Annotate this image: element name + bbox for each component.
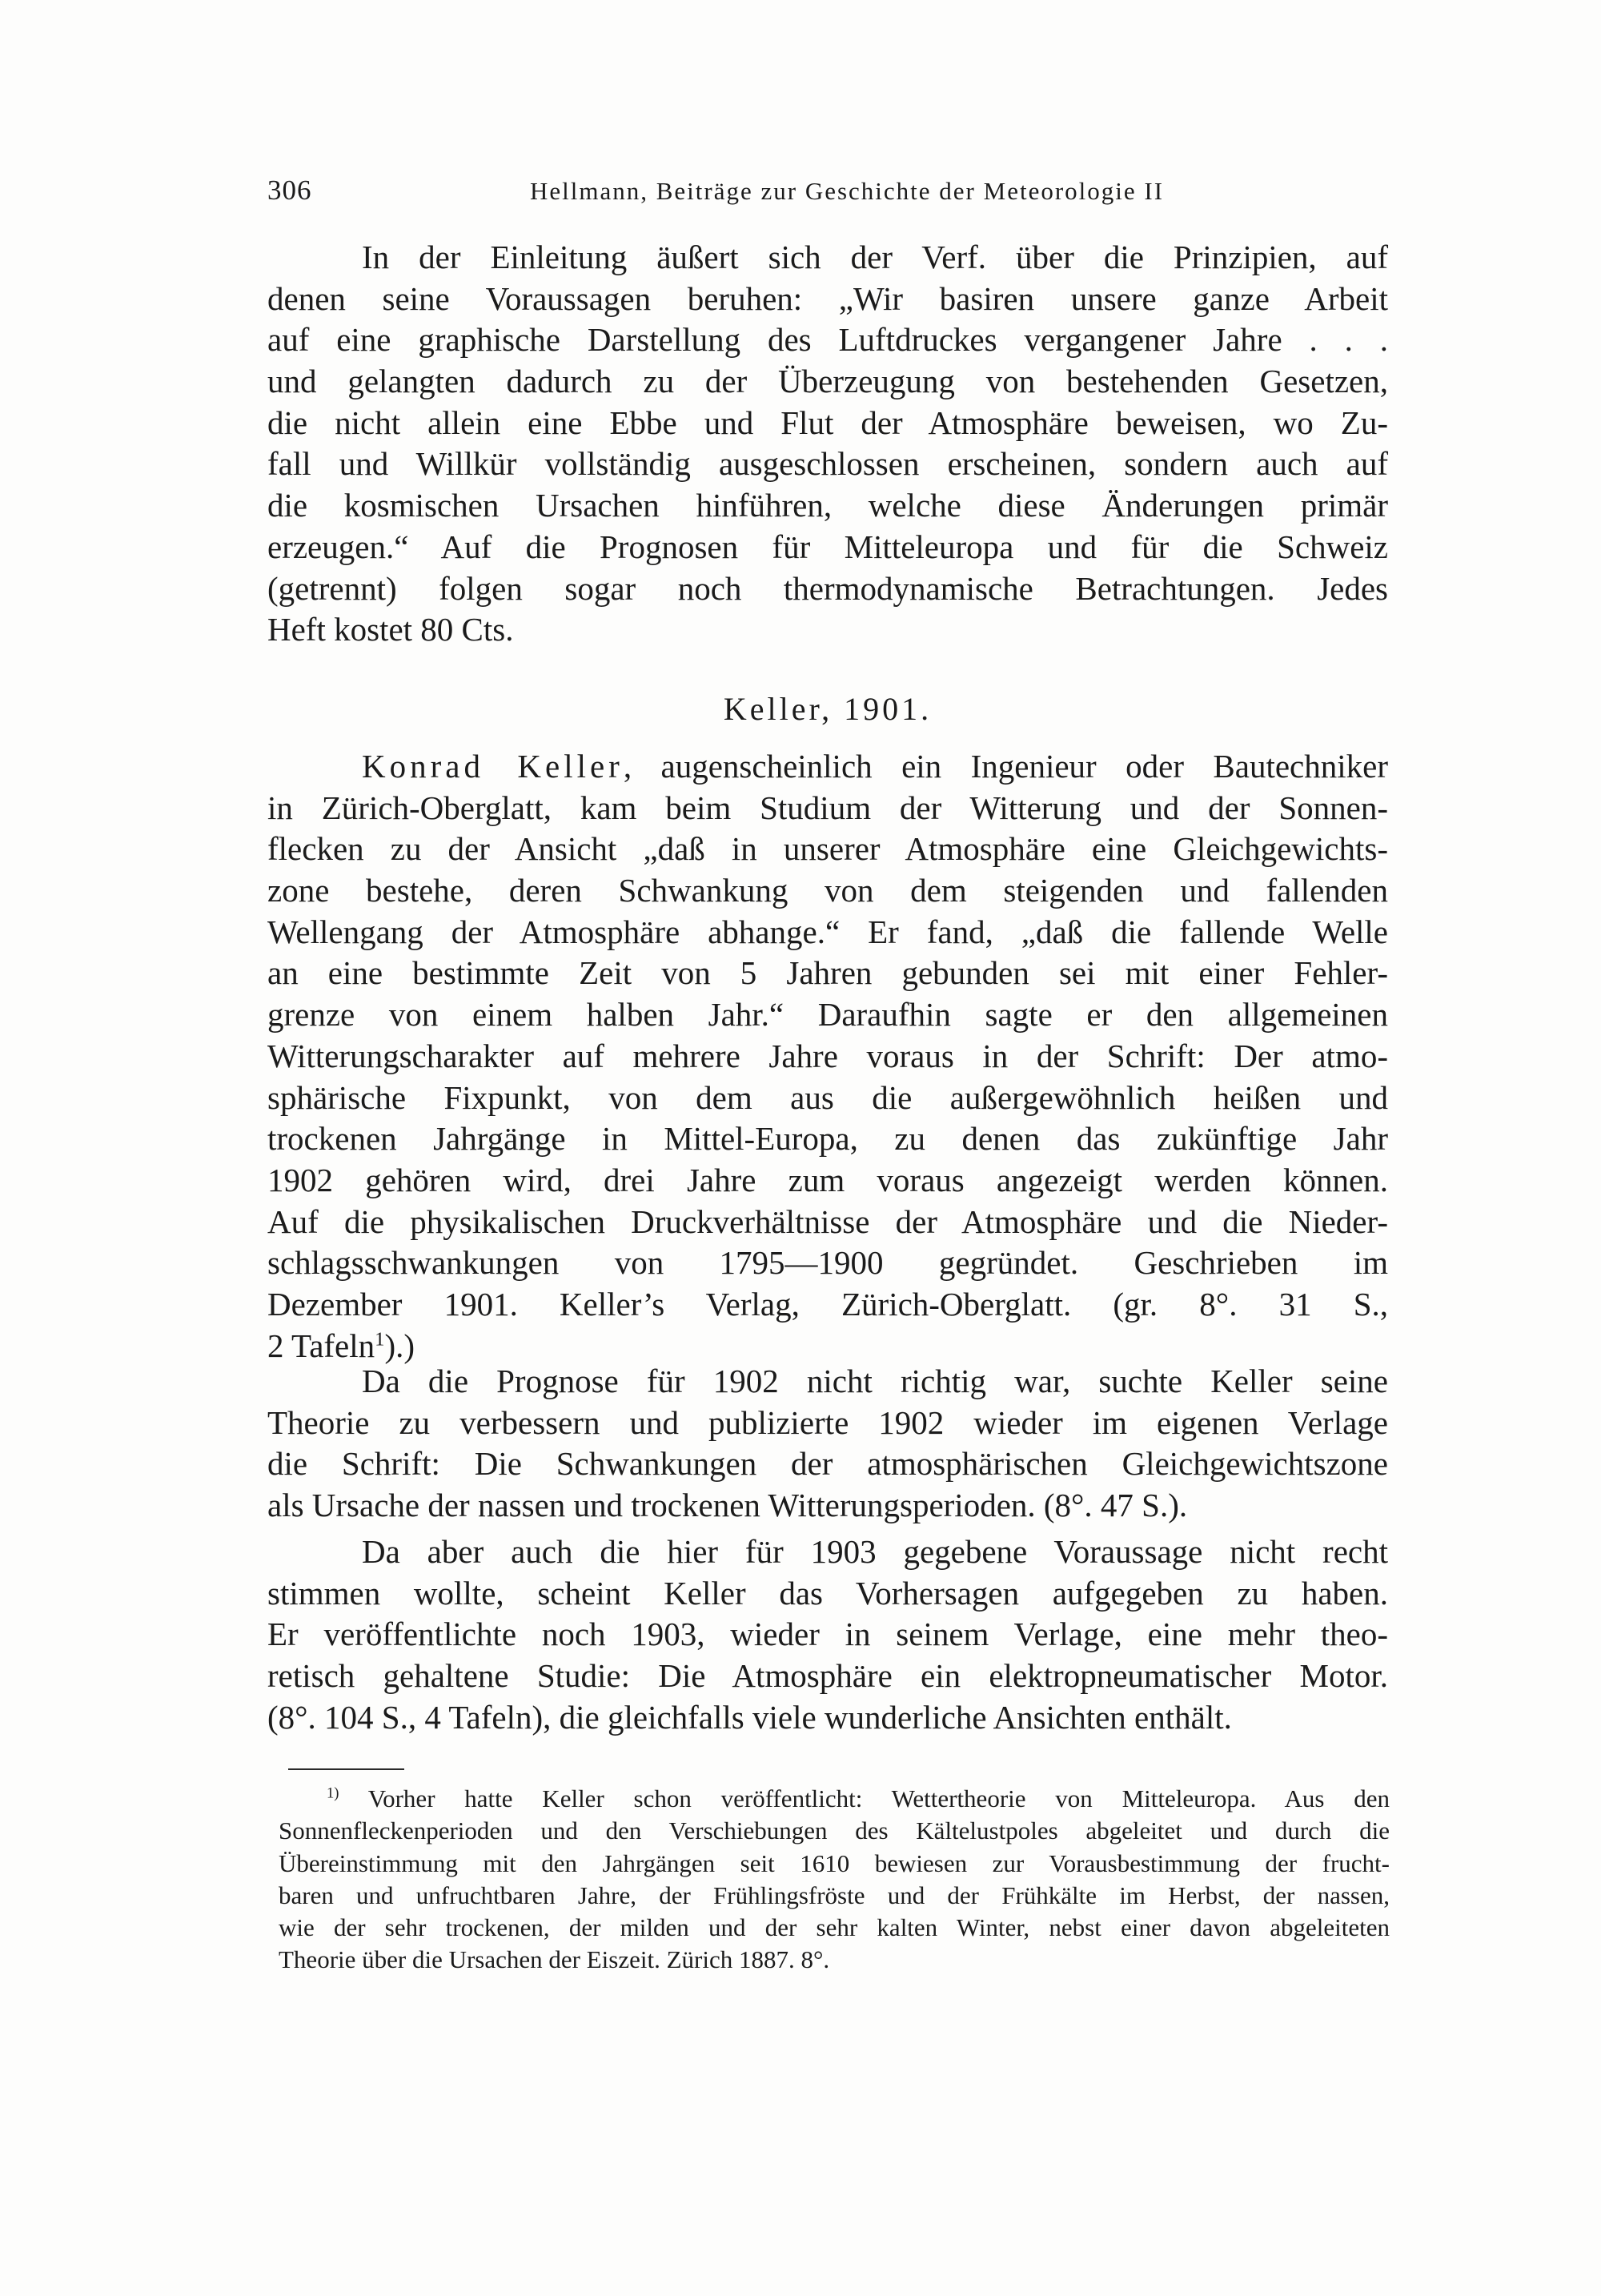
text-line: denen seine Voraussagen beruhen: „Wir basiren unsere ganze Arbeit	[267, 279, 1388, 317]
text-line: Dezember 1901. Keller’s Verlag, Zürich-Oberglatt. (gr. 8°. 31 S.,	[267, 1285, 1388, 1323]
text-line: Da aber auch die hier für 1903 gegebene Voraussage nicht recht	[362, 1533, 1388, 1570]
text-line: Witterungscharakter auf mehrere Jahre voraus in der Schrift: Der atmo-	[267, 1037, 1388, 1074]
text-line: in Zürich-Oberglatt, kam beim Studium der Witterung und der Sonnen-	[267, 789, 1388, 826]
page-number: 306	[267, 175, 312, 206]
text-line: zone bestehe, deren Schwankung von dem steigenden und fallenden	[267, 872, 1388, 909]
text-line: und gelangten dadurch zu der Überzeugung von bestehenden Gesetzen,	[267, 363, 1388, 400]
text-line: an eine bestimmte Zeit von 5 Jahren gebunden sei mit einer Fehler-	[267, 954, 1388, 992]
section-heading: Keller, 1901.	[723, 691, 933, 727]
footnote-divider	[288, 1768, 404, 1770]
footnote-line: Theorie über die Ursachen der Eiszeit. Zürich 1887. 8°.	[279, 1945, 830, 1974]
text-fragment: 2 Tafeln	[267, 1327, 375, 1364]
text-line: grenze von einem halben Jahr.“ Daraufhin sagte er den allgemeinen	[267, 996, 1388, 1034]
text-fragment: , augenscheinlich ein Ingenieur oder Bautechniker	[623, 748, 1388, 785]
text-line: sphärische Fixpunkt, von dem aus die außergewöhnlich heißen und	[267, 1078, 1388, 1116]
text-line: 1902 gehören wird, drei Jahre zum voraus angezeigt werden können.	[267, 1161, 1388, 1198]
footnote-line	[279, 1783, 1390, 1815]
text-line: In der Einleitung äußert sich der Verf. über die Prinzipien, auf	[362, 239, 1388, 275]
text-line: Wellengang der Atmosphäre abhange.“ Er fand, „daß die fallende Welle	[267, 913, 1388, 950]
text-line: trockenen Jahrgänge in Mittel-Europa, zu denen das zukünftige Jahr	[267, 1120, 1388, 1158]
text-line: Theorie zu verbessern und publizierte 1902 wieder im eigenen Verlage	[267, 1403, 1388, 1441]
paragraph-prognosis-1902	[267, 1361, 1388, 1527]
paragraph-prognosis-1903	[267, 1531, 1388, 1738]
text-line	[267, 746, 1388, 788]
text-line: die nicht allein eine Ebbe und Flut der Atmosphäre beweisen, wo Zu-	[267, 403, 1388, 441]
text-line: die Schrift: Die Schwankungen der atmosphärischen Gleichgewichtszone	[267, 1445, 1388, 1483]
text-line: retisch gehaltene Studie: Die Atmosphäre ein elektropneumatischer Motor.	[267, 1657, 1388, 1695]
text-line: die kosmischen Ursachen hinführen, welche diese Änderungen primär	[267, 487, 1388, 524]
text-fragment: ).)	[384, 1327, 415, 1364]
text-line: fall und Willkür vollständig ausgeschlossen erscheinen, sondern auch auf	[267, 445, 1388, 483]
text-line: Da die Prognose für 1902 nicht richtig war, suchte Keller seine	[362, 1363, 1388, 1399]
footnote	[279, 1783, 1390, 1977]
text-line: stimmen wollte, scheint Keller das Vorhersagen aufgegeben zu haben.	[267, 1574, 1388, 1612]
footnote-reference: 1	[375, 1327, 385, 1350]
footnote-line: baren und unfruchtbaren Jahre, der Frühlingsfröste und der Frühkälte im Herbst, der nassen,	[279, 1881, 1390, 1909]
footnote-marker: 1)	[327, 1784, 339, 1802]
footnote-line: Übereinstimmung mit den Jahrgängen seit 1610 bewiesen zur Vorausbestimmung der frucht-	[279, 1848, 1390, 1877]
page-header	[267, 175, 1404, 215]
text-line: (getrennt) folgen sogar noch thermodynamische Betrachtungen. Jedes	[267, 569, 1388, 607]
text-line: Er veröffentlichte noch 1903, wieder in seinem Verlage, eine mehr theo-	[267, 1616, 1388, 1653]
footnote-line: Sonnenfleckenperioden und den Verschiebungen des Kältelustpoles abgeleitet und durch die	[279, 1816, 1390, 1845]
text-fragment: Vorher hatte Keller schon veröffentlicht: Wettertheorie von Mitteleuropa. Aus den	[367, 1784, 1390, 1812]
running-head: Hellmann, Beiträge zur Geschichte der Meteorologie II	[530, 177, 1165, 205]
text-line: flecken zu der Ansicht „daß in unserer Atmosphäre eine Gleichgewichts-	[267, 830, 1388, 868]
text-line: Heft kostet 80 Cts.	[267, 611, 514, 648]
paragraph-introduction	[267, 237, 1388, 651]
person-name: Konrad Keller	[362, 748, 624, 785]
text-line: als Ursache der nassen und trockenen Witterungsperioden. (8°. 47 S.).	[267, 1487, 1188, 1524]
text-line: erzeugen.“ Auf die Prognosen für Mitteleuropa und für die Schweiz	[267, 528, 1388, 565]
text-line: auf eine graphische Darstellung des Luftdruckes vergangener Jahre . . .	[267, 321, 1388, 359]
text-line: schlagsschwankungen von 1795—1900 gegründet. Geschrieben im	[267, 1244, 1388, 1282]
text-line: Auf die physikalischen Druckverhältnisse der Atmosphäre und die Nieder-	[267, 1202, 1388, 1240]
footnote-line: wie der sehr trockenen, der milden und der sehr kalten Winter, nebst einer davon abgeleiteten	[279, 1913, 1390, 1942]
text-line: (8°. 104 S., 4 Tafeln), die gleichfalls viele wunderliche Ansichten enthält.	[267, 1698, 1232, 1736]
paragraph-keller	[267, 746, 1388, 1367]
